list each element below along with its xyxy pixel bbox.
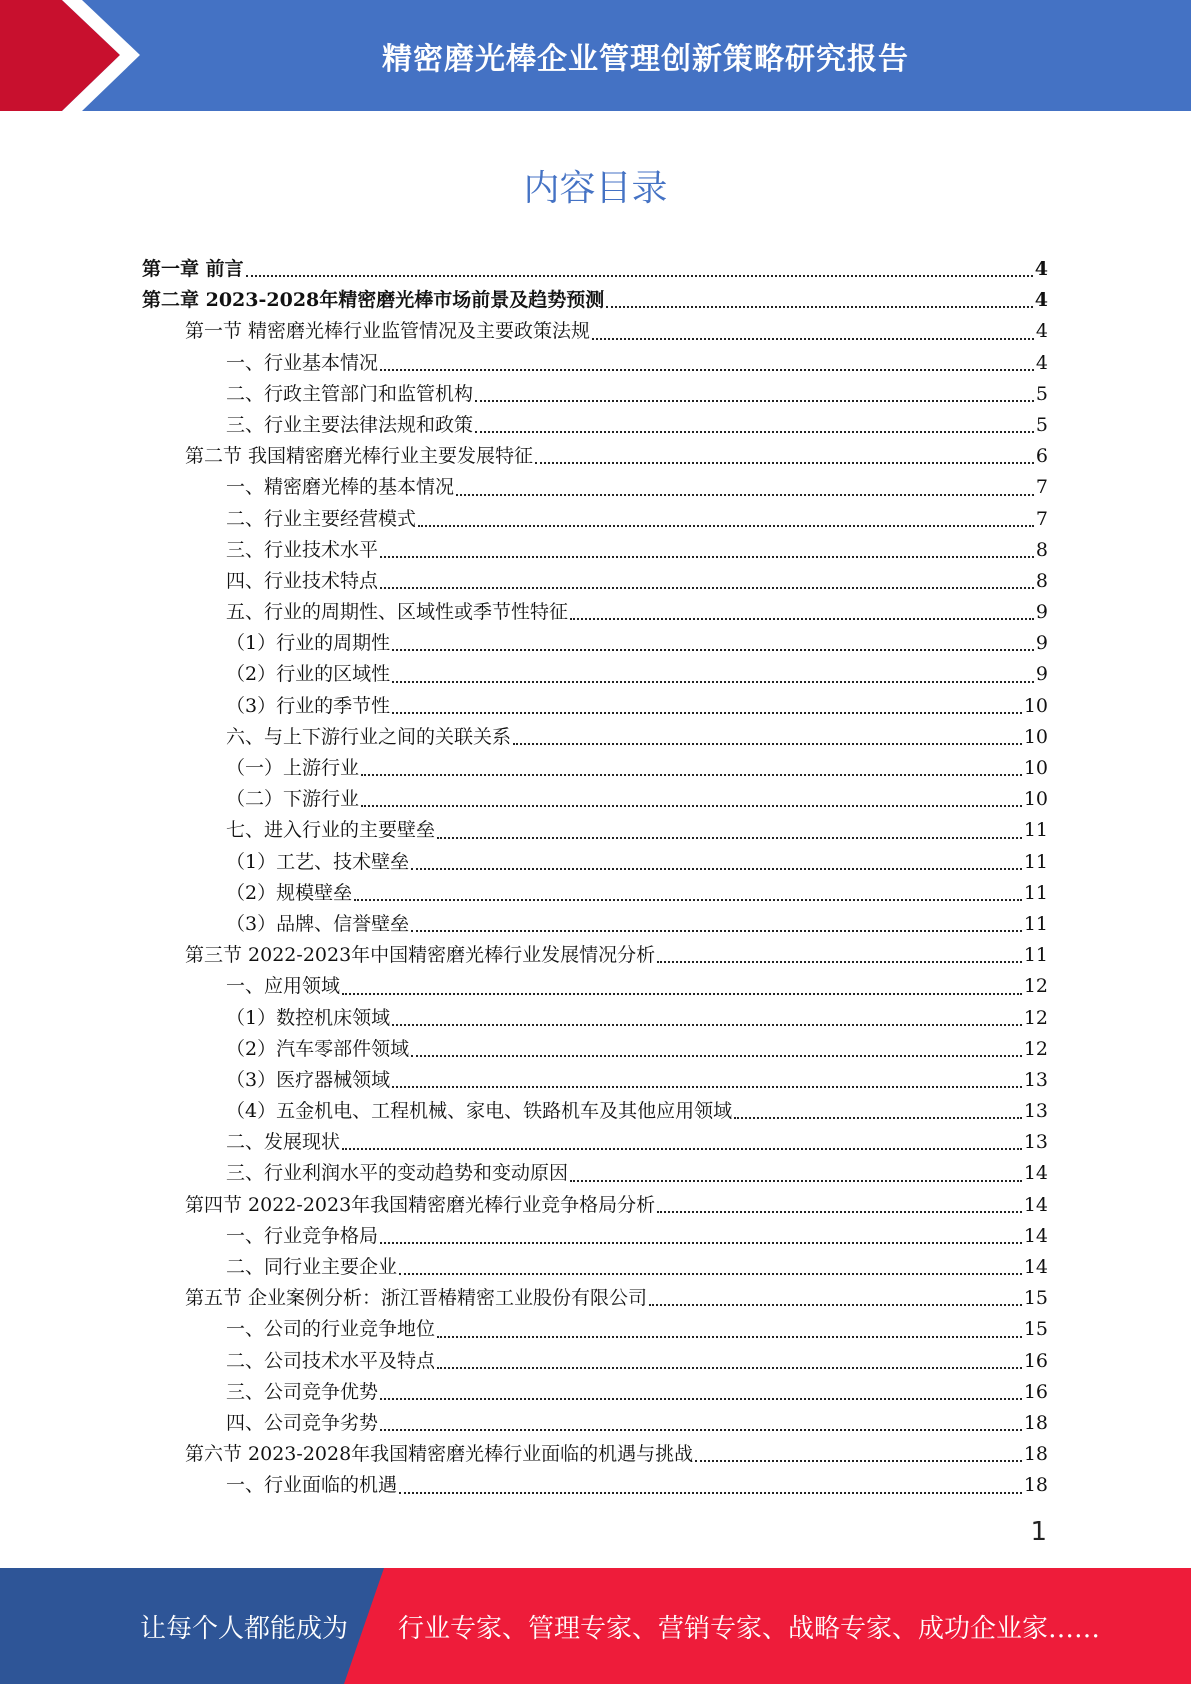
toc-heading: 内容目录 xyxy=(523,168,668,209)
footer-slogan-left: 让每个人都能成为 xyxy=(140,1613,349,1644)
toc-entry[interactable] xyxy=(142,1439,1048,1470)
toc-entry-page: 10 xyxy=(1023,788,1048,811)
toc-entry-title: （1）行业的周期性 xyxy=(226,632,391,655)
toc-entry[interactable] xyxy=(142,1470,1048,1501)
toc-entry-page: 5 xyxy=(1035,382,1048,405)
toc-entry-title: （3）行业的季节性 xyxy=(226,694,391,717)
toc-leader-dots xyxy=(380,556,1034,558)
toc-entry[interactable] xyxy=(142,1127,1048,1158)
toc-entry-page: 8 xyxy=(1035,569,1048,592)
toc-entry-page: 4 xyxy=(1034,289,1048,312)
toc-entry-page: 10 xyxy=(1023,757,1048,779)
toc-entry[interactable] xyxy=(142,472,1048,503)
toc-entry-title: 四、行业技术特点 xyxy=(226,569,379,592)
toc-entry-page: 10 xyxy=(1023,725,1048,748)
toc-entry-page: 13 xyxy=(1023,1131,1048,1154)
toc-entry-title: 四、公司竞争劣势 xyxy=(226,1411,379,1434)
toc-entry[interactable] xyxy=(142,878,1048,909)
toc-leader-dots xyxy=(649,1304,1022,1306)
toc-entry-page: 11 xyxy=(1023,912,1048,935)
toc-entry[interactable] xyxy=(142,1158,1048,1189)
toc-entry[interactable] xyxy=(142,1096,1048,1127)
toc-entry-title: 第一节 精密磨光棒行业监管情况及主要政策法规 xyxy=(185,320,591,343)
toc-entry-page: 15 xyxy=(1023,1287,1048,1310)
toc-entry-title: 第三节 2022-2023年中国精密磨光棒行业发展情况分析 xyxy=(185,944,656,967)
toc-entry[interactable] xyxy=(142,597,1048,628)
toc-list xyxy=(142,254,1048,1502)
toc-entry-page: 12 xyxy=(1023,1037,1048,1060)
toc-entry-page: 14 xyxy=(1023,1193,1048,1216)
toc-leader-dots xyxy=(456,494,1034,496)
toc-entry-page: 11 xyxy=(1023,819,1048,842)
toc-entry-page: 11 xyxy=(1023,850,1048,873)
toc-leader-dots xyxy=(361,774,1022,776)
toc-entry-page: 6 xyxy=(1035,445,1048,468)
toc-leader-dots xyxy=(411,868,1022,870)
toc-entry-title: 三、行业主要法律法规和政策 xyxy=(226,413,474,436)
toc-leader-dots xyxy=(695,1460,1022,1462)
toc-leader-dots xyxy=(657,961,1022,963)
toc-entry[interactable] xyxy=(142,316,1048,347)
toc-leader-dots xyxy=(380,1429,1022,1431)
toc-entry-title: 六、与上下游行业之间的关联关系 xyxy=(226,725,512,748)
toc-leader-dots xyxy=(570,618,1034,620)
toc-entry[interactable] xyxy=(142,628,1048,659)
toc-leader-dots xyxy=(411,930,1022,932)
toc-entry-title: 一、行业基本情况 xyxy=(226,351,379,374)
toc-entry-title: 三、行业技术水平 xyxy=(226,538,379,561)
toc-entry-title: （4）五金机电、工程机械、家电、铁路机车及其他应用领域 xyxy=(226,1100,733,1123)
toc-entry-title: 二、公司技术水平及特点 xyxy=(226,1349,436,1372)
toc-leader-dots xyxy=(475,431,1034,433)
toc-entry-page: 12 xyxy=(1023,1006,1048,1029)
toc-entry[interactable] xyxy=(142,1346,1048,1377)
toc-entry-page: 14 xyxy=(1023,1162,1048,1185)
page-number: 1 xyxy=(1030,1517,1047,1547)
toc-leader-dots xyxy=(475,400,1034,402)
toc-entry[interactable] xyxy=(142,940,1048,971)
toc-entry[interactable] xyxy=(142,753,1048,784)
toc-entry-title: 第五节 企业案例分析：浙江晋椿精密工业股份有限公司 xyxy=(185,1287,648,1310)
toc-entry-page: 13 xyxy=(1023,1068,1048,1091)
toc-leader-dots xyxy=(437,1367,1022,1369)
toc-entry-page: 7 xyxy=(1035,507,1048,530)
toc-entry[interactable] xyxy=(142,909,1048,940)
footer-banner xyxy=(0,1568,1191,1684)
toc-entry[interactable] xyxy=(142,722,1048,753)
toc-entry-title: 一、应用领域 xyxy=(226,975,341,998)
toc-entry-title: （2）规模壁垒 xyxy=(226,881,353,904)
toc-entry-page: 18 xyxy=(1023,1411,1048,1434)
toc-entry-title: 第二章 2023-2028年精密磨光棒市场前景及趋势预测 xyxy=(142,289,605,312)
toc-entry[interactable] xyxy=(142,254,1048,285)
toc-entry-title: 三、公司竞争优势 xyxy=(226,1380,379,1403)
toc-entry-page: 5 xyxy=(1035,413,1048,436)
toc-leader-dots xyxy=(342,1148,1022,1150)
toc-leader-dots xyxy=(399,1492,1022,1494)
toc-leader-dots xyxy=(380,369,1034,371)
toc-entry-title: 一、行业竞争格局 xyxy=(226,1224,379,1247)
toc-entry-title: 一、行业面临的机遇 xyxy=(226,1474,398,1497)
toc-leader-dots xyxy=(437,1336,1022,1338)
toc-entry-page: 14 xyxy=(1023,1256,1048,1278)
toc-entry-title: 三、行业利润水平的变动趋势和变动原因 xyxy=(226,1162,569,1185)
toc-entry-title: （1）工艺、技术壁垒 xyxy=(226,850,410,873)
toc-entry[interactable] xyxy=(142,1252,1048,1283)
toc-entry[interactable] xyxy=(142,1377,1048,1408)
toc-leader-dots xyxy=(380,1242,1022,1244)
toc-leader-dots xyxy=(437,837,1022,839)
toc-leader-dots xyxy=(513,743,1022,745)
toc-entry-title: 二、发展现状 xyxy=(226,1131,341,1154)
toc-leader-dots xyxy=(392,1086,1022,1088)
toc-entry[interactable] xyxy=(142,847,1048,878)
toc-entry-page: 14 xyxy=(1023,1224,1048,1247)
toc-entry-title: （2）汽车零部件领域 xyxy=(226,1037,410,1060)
toc-leader-dots xyxy=(380,587,1034,589)
toc-entry[interactable] xyxy=(142,1221,1048,1252)
toc-leader-dots xyxy=(354,899,1022,901)
toc-entry[interactable] xyxy=(142,566,1048,597)
toc-leader-dots xyxy=(592,338,1034,340)
toc-leader-dots xyxy=(392,681,1034,683)
toc-entry-title: 五、行业的周期性、区域性或季节性特征 xyxy=(226,601,569,624)
toc-entry[interactable] xyxy=(142,1065,1048,1096)
toc-entry-title: 第六节 2023-2028年我国精密磨光棒行业面临的机遇与挑战 xyxy=(185,1443,694,1466)
toc-entry-page: 4 xyxy=(1035,351,1048,374)
toc-entry-title: （一）上游行业 xyxy=(226,757,360,779)
toc-leader-dots xyxy=(734,1117,1022,1119)
toc-entry-page: 12 xyxy=(1023,975,1048,998)
toc-entry[interactable] xyxy=(142,379,1048,410)
toc-entry[interactable] xyxy=(142,659,1048,690)
toc-entry[interactable] xyxy=(142,410,1048,441)
footer-slogan-right: 行业专家、管理专家、营销专家、战略专家、成功企业家…… xyxy=(398,1613,1101,1644)
toc-leader-dots xyxy=(392,1024,1022,1026)
toc-entry-title: 二、行业主要经营模式 xyxy=(226,507,417,530)
toc-entry[interactable] xyxy=(142,1003,1048,1034)
header-banner xyxy=(0,0,1191,111)
toc-entry-page: 9 xyxy=(1035,601,1048,624)
toc-entry-title: （3）品牌、信誉壁垒 xyxy=(226,912,410,935)
toc-entry[interactable] xyxy=(142,691,1048,722)
toc-entry-page: 8 xyxy=(1035,538,1048,561)
toc-entry-page: 13 xyxy=(1023,1100,1048,1123)
toc-leader-dots xyxy=(570,1180,1022,1182)
toc-entry-title: （1）数控机床领域 xyxy=(226,1006,391,1029)
toc-entry[interactable] xyxy=(142,1034,1048,1065)
toc-entry[interactable] xyxy=(142,285,1048,316)
toc-entry[interactable] xyxy=(142,1314,1048,1345)
toc-entry[interactable] xyxy=(142,441,1048,472)
toc-entry-page: 16 xyxy=(1023,1380,1048,1403)
toc-entry[interactable] xyxy=(142,1283,1048,1314)
toc-entry[interactable] xyxy=(142,535,1048,566)
toc-entry-page: 18 xyxy=(1023,1443,1048,1466)
toc-entry-page: 9 xyxy=(1035,632,1048,655)
toc-entry-title: （2）行业的区域性 xyxy=(226,663,391,686)
toc-entry-title: （二）下游行业 xyxy=(226,788,360,811)
toc-entry[interactable] xyxy=(142,348,1048,379)
toc-entry-page: 7 xyxy=(1035,476,1048,499)
toc-entry-page: 10 xyxy=(1023,694,1048,717)
toc-entry-title: 二、行政主管部门和监管机构 xyxy=(226,382,474,405)
toc-entry[interactable] xyxy=(142,1408,1048,1439)
toc-entry[interactable] xyxy=(142,971,1048,1002)
toc-entry-page: 16 xyxy=(1023,1349,1048,1372)
toc-leader-dots xyxy=(380,1398,1022,1400)
toc-entry[interactable] xyxy=(142,1190,1048,1221)
toc-entry-title: 二、同行业主要企业 xyxy=(226,1256,398,1278)
toc-entry-page: 4 xyxy=(1035,320,1048,343)
toc-leader-dots xyxy=(392,649,1034,651)
toc-leader-dots xyxy=(411,1055,1022,1057)
toc-entry-title: （3）医疗器械领域 xyxy=(226,1068,391,1091)
toc-leader-dots xyxy=(535,462,1034,464)
toc-leader-dots xyxy=(361,805,1022,807)
report-title: 精密磨光棒企业管理创新策略研究报告 xyxy=(382,41,909,77)
toc-leader-dots xyxy=(657,1211,1022,1213)
toc-entry[interactable] xyxy=(142,504,1048,535)
toc-entry-page: 15 xyxy=(1023,1318,1048,1341)
toc-entry-page: 11 xyxy=(1023,944,1048,967)
toc-entry-title: 第四节 2022-2023年我国精密磨光棒行业竞争格局分析 xyxy=(185,1193,656,1216)
toc-leader-dots xyxy=(392,712,1022,714)
toc-entry-title: 一、精密磨光棒的基本情况 xyxy=(226,476,455,499)
toc-entry-page: 4 xyxy=(1034,258,1048,280)
toc-leader-dots xyxy=(606,306,1033,308)
toc-leader-dots xyxy=(399,1273,1022,1275)
toc-entry-page: 9 xyxy=(1035,663,1048,686)
toc-entry-title: 一、公司的行业竞争地位 xyxy=(226,1318,436,1341)
toc-leader-dots xyxy=(342,993,1022,995)
toc-entry-page: 11 xyxy=(1023,881,1048,904)
toc-leader-dots xyxy=(246,275,1033,277)
toc-entry-page: 18 xyxy=(1023,1474,1048,1497)
toc-entry-title: 第二节 我国精密磨光棒行业主要发展特征 xyxy=(185,445,534,468)
toc-entry[interactable] xyxy=(142,784,1048,815)
toc-entry-title: 七、进入行业的主要壁垒 xyxy=(226,819,436,842)
toc-entry-title: 第一章 前言 xyxy=(142,258,244,280)
toc-entry[interactable] xyxy=(142,815,1048,846)
toc-leader-dots xyxy=(418,525,1034,527)
